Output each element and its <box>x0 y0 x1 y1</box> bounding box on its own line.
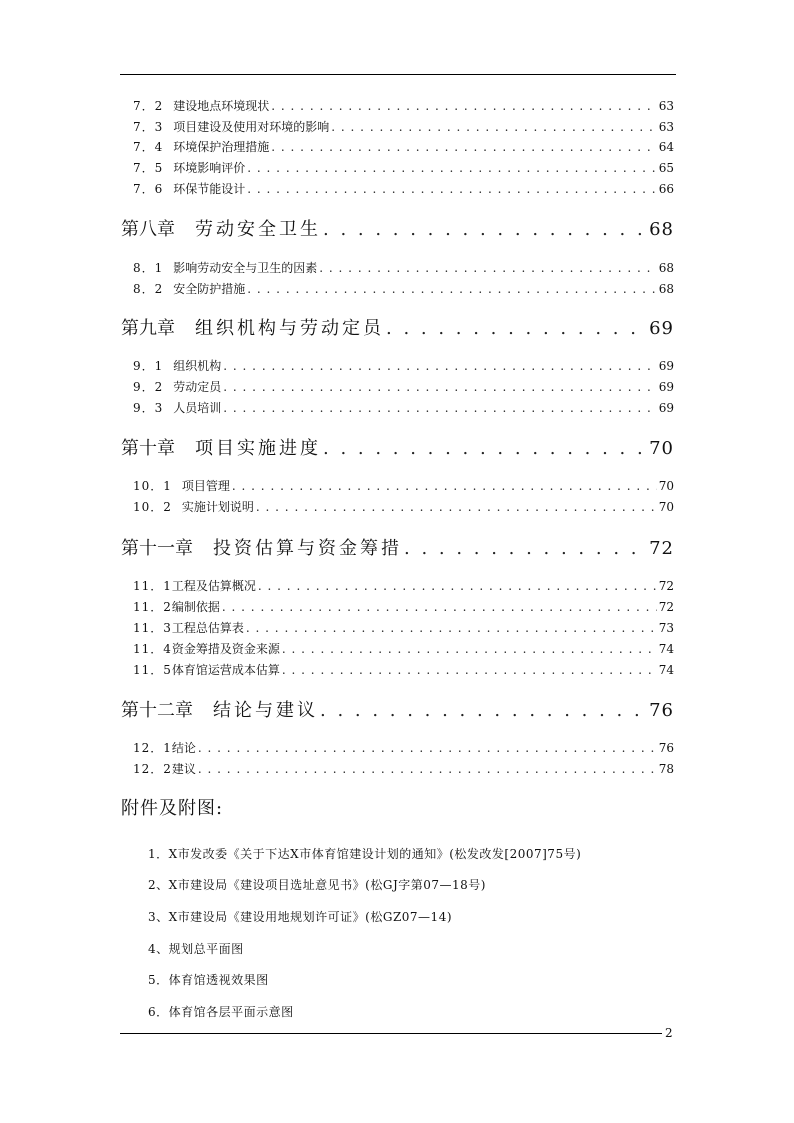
toc-leader-dots <box>386 317 647 341</box>
toc-entry-number: 8．1 <box>133 261 164 275</box>
toc-leader-dots <box>247 181 656 197</box>
toc-section-entry <box>133 599 674 615</box>
toc-entry-number: 11．3 <box>133 621 172 635</box>
toc-entry-number: 11．5 <box>133 663 172 677</box>
toc-entry-title: 劳动安全卫生 <box>195 219 321 240</box>
toc-entry-number: 7．5 <box>133 161 164 175</box>
footer-rule <box>120 1033 662 1034</box>
toc-entry-page: 68 <box>649 219 674 240</box>
toc-section-entry <box>133 620 674 636</box>
toc-leader-dots <box>256 499 657 515</box>
toc-entry-title: 建议 <box>171 762 196 776</box>
attachments-heading: 附件及附图: <box>121 798 224 819</box>
toc-entry-page: 72 <box>649 538 674 559</box>
attachment-item: 5．体育馆透视效果图 <box>148 973 269 987</box>
toc-section-entry <box>133 761 674 777</box>
toc-entry-number: 11．4 <box>133 642 172 656</box>
toc-entry-number: 10．2 <box>133 500 172 514</box>
toc-section-entry <box>133 499 674 515</box>
toc-entry-number: 7．6 <box>133 182 164 196</box>
toc-entry-number: 第十一章 <box>121 538 193 559</box>
toc-leader-dots <box>246 620 657 636</box>
toc-leader-dots <box>223 358 656 374</box>
toc-entry-page: 70 <box>658 479 674 493</box>
toc-entry-number: 第十二章 <box>121 700 193 721</box>
toc-entry-number: 7．2 <box>133 99 164 113</box>
toc-leader-dots <box>323 218 647 242</box>
toc-entry-title: 组织机构与劳动定员 <box>195 318 384 339</box>
attachment-item: 6．体育馆各层平面示意图 <box>148 1005 294 1019</box>
toc-entry-title: 环境保护治理措施 <box>173 140 270 154</box>
toc-entry-title: 结论 <box>171 741 196 755</box>
toc-entry-page: 78 <box>658 762 674 776</box>
toc-chapter-entry <box>121 218 674 242</box>
toc-section-entry <box>133 281 674 297</box>
toc-section-entry <box>133 119 674 135</box>
toc-entry-page: 68 <box>658 282 674 296</box>
toc-entry-title: 项目管理 <box>181 479 230 493</box>
attachment-item: 4、规划总平面图 <box>148 942 244 956</box>
toc-leader-dots <box>198 761 657 777</box>
toc-entry-page: 74 <box>658 642 674 656</box>
toc-entry-page: 69 <box>658 401 674 415</box>
toc-entry-title: 环境影响评价 <box>173 161 246 175</box>
toc-entry-page: 73 <box>658 621 674 635</box>
toc-leader-dots <box>404 537 647 561</box>
toc-section-entry <box>133 740 674 756</box>
toc-leader-dots <box>198 740 657 756</box>
toc-entry-title: 体育馆运营成本估算 <box>171 663 280 677</box>
toc-entry-page: 76 <box>658 741 674 755</box>
toc-leader-dots <box>320 699 647 723</box>
toc-entry-number: 第九章 <box>121 318 175 339</box>
toc-entry-page: 63 <box>658 99 674 113</box>
toc-entry-title: 编制依据 <box>171 600 220 614</box>
toc-entry-title: 资金筹措及资金来源 <box>171 642 280 656</box>
toc-entry-page: 76 <box>649 700 674 721</box>
attachment-item: 3、X市建设局《建设用地规划许可证》(松GZ07—14) <box>148 910 453 924</box>
toc-section-entry <box>133 400 674 416</box>
page-number: 2 <box>665 1026 673 1040</box>
toc-section-entry <box>133 478 674 494</box>
toc-section-entry <box>133 641 674 657</box>
toc-entry-number: 11．1 <box>133 579 172 593</box>
toc-leader-dots <box>319 260 656 276</box>
toc-entry-page: 63 <box>658 120 674 134</box>
toc-leader-dots <box>323 437 647 461</box>
toc-leader-dots <box>282 641 657 657</box>
toc-entry-title: 环保节能设计 <box>173 182 246 196</box>
toc-section-entry <box>133 98 674 114</box>
toc-leader-dots <box>271 98 656 114</box>
toc-leader-dots <box>258 578 657 594</box>
toc-entry-title: 影响劳动安全与卫生的因素 <box>173 261 318 275</box>
toc-entry-number: 9．3 <box>133 401 164 415</box>
toc-entry-title: 项目实施进度 <box>195 438 321 459</box>
toc-leader-dots <box>331 119 656 135</box>
toc-entry-number: 7．4 <box>133 140 164 154</box>
toc-entry-title: 结论与建议 <box>213 700 318 721</box>
toc-leader-dots <box>222 599 657 615</box>
toc-leader-dots <box>232 478 657 494</box>
toc-chapter-entry <box>121 317 674 341</box>
toc-entry-title: 劳动定员 <box>173 380 222 394</box>
toc-entry-number: 第十章 <box>121 438 175 459</box>
toc-section-entry <box>133 181 674 197</box>
toc-chapter-entry <box>121 437 674 461</box>
toc-entry-title: 安全防护措施 <box>173 282 246 296</box>
toc-entry-title: 人员培训 <box>173 401 222 415</box>
toc-entry-page: 72 <box>658 579 674 593</box>
toc-entry-title: 项目建设及使用对环境的影响 <box>173 120 330 134</box>
toc-entry-page: 74 <box>658 663 674 677</box>
toc-entry-page: 70 <box>658 500 674 514</box>
toc-entry-page: 64 <box>658 140 674 154</box>
toc-entry-title: 工程及估算概况 <box>171 579 256 593</box>
toc-entry-page: 70 <box>649 438 674 459</box>
toc-section-entry <box>133 260 674 276</box>
toc-leader-dots <box>247 160 656 176</box>
toc-section-entry <box>133 379 674 395</box>
toc-leader-dots <box>247 281 656 297</box>
toc-entry-page: 69 <box>658 359 674 373</box>
toc-leader-dots <box>223 400 656 416</box>
toc-section-entry <box>133 578 674 594</box>
toc-entry-page: 68 <box>658 261 674 275</box>
toc-entry-page: 69 <box>658 380 674 394</box>
toc-entry-title: 实施计划说明 <box>181 500 254 514</box>
toc-entry-number: 第八章 <box>121 219 175 240</box>
toc-entry-page: 65 <box>658 161 674 175</box>
toc-entry-number: 9．1 <box>133 359 164 373</box>
toc-entry-number: 9．2 <box>133 380 164 394</box>
toc-entry-number: 11．2 <box>133 600 172 614</box>
toc-chapter-entry <box>121 537 674 561</box>
toc-section-entry <box>133 662 674 678</box>
toc-section-entry <box>133 160 674 176</box>
toc-entry-page: 72 <box>658 600 674 614</box>
toc-entry-number: 12．2 <box>133 762 172 776</box>
toc-entry-number: 10．1 <box>133 479 172 493</box>
toc-leader-dots <box>223 379 656 395</box>
toc-entry-title: 投资估算与资金筹措 <box>213 538 402 559</box>
toc-entry-number: 8．2 <box>133 282 164 296</box>
toc-entry-number: 12．1 <box>133 741 172 755</box>
attachment-item: 1．X市发改委《关于下达X市体育馆建设计划的通知》(松发改发[2007]75号) <box>148 847 582 861</box>
toc-entry-number: 7．3 <box>133 120 164 134</box>
toc-chapter-entry <box>121 699 674 723</box>
toc-entry-title: 工程总估算表 <box>171 621 244 635</box>
toc-entry-page: 66 <box>658 182 674 196</box>
toc-section-entry <box>133 139 674 155</box>
toc-entry-title: 建设地点环境现状 <box>173 99 270 113</box>
attachment-item: 2、X市建设局《建设项目选址意见书》(松GJ字第07—18号) <box>148 878 486 892</box>
toc-entry-title: 组织机构 <box>173 359 222 373</box>
toc-leader-dots <box>271 139 656 155</box>
toc-entry-page: 69 <box>649 318 674 339</box>
toc-section-entry <box>133 358 674 374</box>
toc-leader-dots <box>282 662 657 678</box>
